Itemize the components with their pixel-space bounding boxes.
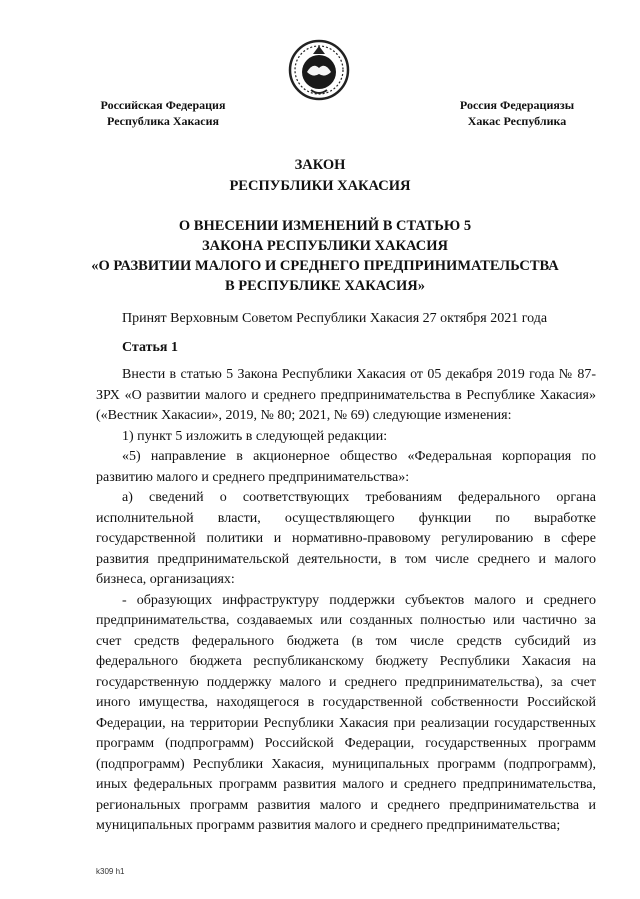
law-title xyxy=(0,155,640,197)
header-left-line: Республика Хакасия xyxy=(107,114,219,128)
body-paragraph: а) сведений о соответствующих требованиям федерального органа исполнительной власти, осуществляющего функции по выработке государственной политики и нормативно-правовому регулированию в сфере развития предпринимательской деятельности, в том числе среднего и малого бизнеса, организациях: xyxy=(96,490,596,587)
republic-emblem-icon xyxy=(287,38,351,102)
body-paragraph: Внести в статью 5 Закона Республики Хакасия от 05 декабря 2019 года № 87-ЗРХ «О развитии малого и среднего предпринимательства в Республике Хакасия» («Вестник Хакасии», 2019, № 80; 2021, № 69) следующие изменения: xyxy=(96,367,596,423)
header-right-line: Россия Федерациязы xyxy=(459,98,575,112)
footer-code: k309 h1 xyxy=(96,867,125,876)
law-subject-line: В РЕСПУБЛИКЕ ХАКАСИЯ» xyxy=(224,278,425,294)
header-left xyxy=(88,97,238,129)
body-paragraph: 1) пункт 5 изложить в следующей редакции: xyxy=(122,428,388,444)
law-title-line: ЗАКОН xyxy=(294,157,346,173)
law-subject-line: ЗАКОНА РЕСПУБЛИКИ ХАКАСИЯ xyxy=(201,238,448,254)
article-heading: Статья 1 xyxy=(122,340,178,355)
law-subject-line: О ВНЕСЕНИИ ИЗМЕНЕНИЙ В СТАТЬЮ 5 xyxy=(178,218,472,234)
law-body xyxy=(96,365,596,837)
body-paragraph: - образующих инфраструктуру поддержки субъектов малого и среднего предпринимательства, создаваемых или созданных полностью или частично за счет средств федерального бюджета (в том числе средств субсидий из федерального бюджета республиканскому бюджету Республики Хакасия на государственную поддержку малого и среднего предпринимательства), за счет иного имущества, находящегося в государственной собственности Российской Федерации, на территории Республики Хакасия при реализации государственных программ (подпрограмм) Российской Федерации, государственных программ (подпрограмм) Республики Хакасия, муниципальных программ (подпрограмм), иных федеральных программ развития малого и среднего предпринимательства, региональных программ развития малого и среднего предпринимательства и муниципальных программ развития малого и среднего предпринимательства; xyxy=(96,592,596,833)
law-subject xyxy=(60,216,590,296)
header-left-line: Российская Федерация xyxy=(100,98,226,112)
body-paragraph: «5) направление в акционерное общество «Федеральная корпорация по развитию малого и среднего предпринимательства»: xyxy=(96,449,596,485)
adoption-note: Принят Верховным Советом Республики Хакасия 27 октября 2021 года xyxy=(122,311,548,326)
header-right xyxy=(442,97,592,129)
law-title-line: РЕСПУБЛИКИ ХАКАСИЯ xyxy=(229,178,411,194)
law-subject-line: «О РАЗВИТИИ МАЛОГО И СРЕДНЕГО ПРЕДПРИНИМАТЕЛЬСТВА xyxy=(91,258,559,274)
header-right-line: Хакас Республика xyxy=(467,114,567,128)
